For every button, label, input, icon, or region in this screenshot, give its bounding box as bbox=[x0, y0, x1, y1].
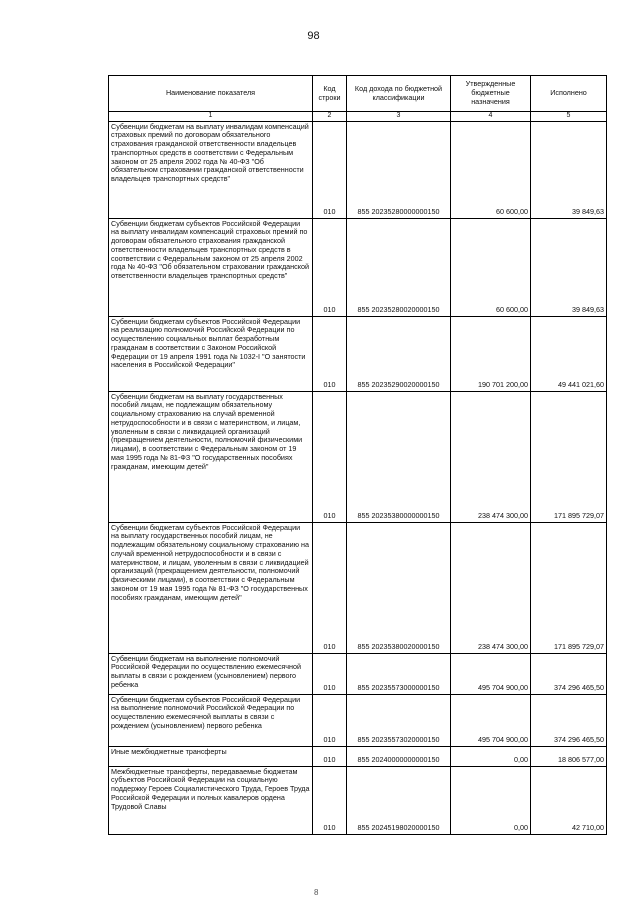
column-number-row bbox=[109, 112, 607, 122]
income-code: 855 20235280020000150 bbox=[347, 218, 451, 316]
indicator-name: Субвенции бюджетам субъектов Российской Федерации на выполнение полномочий Российской Федерации по осуществлению ежемесячной выплаты в связи с рождением (усыновлением) первого ребенка bbox=[109, 694, 313, 746]
column-number: 3 bbox=[347, 112, 451, 122]
executed-amount: 171 895 729,07 bbox=[531, 522, 607, 653]
line-code: 010 bbox=[313, 391, 347, 522]
line-code: 010 bbox=[313, 218, 347, 316]
table-row bbox=[109, 766, 607, 834]
indicator-name: Субвенции бюджетам на выплату инвалидам компенсаций страховых премий по договорам обязательного страхования гражданской ответственности владельцев транспортных средств в соответствии с Федеральным законом от 25 апреля 2002 года № 40-ФЗ "Об обязательном страховании гражданской ответственности владельцев транспортных средств" bbox=[109, 121, 313, 218]
executed-amount: 39 849,63 bbox=[531, 218, 607, 316]
indicator-name: Субвенции бюджетам субъектов Российской Федерации на реализацию полномочий Российской Федерации по осуществлению социальных выплат безработным гражданам в соответствии с Законом Российской Федерации от 19 апреля 1991 года № 1032-I "О занятости населения в Российской Федерации" bbox=[109, 316, 313, 391]
table-row bbox=[109, 653, 607, 694]
table-row bbox=[109, 694, 607, 746]
executed-amount: 42 710,00 bbox=[531, 766, 607, 834]
column-number: 4 bbox=[451, 112, 531, 122]
table-header-row bbox=[109, 76, 607, 112]
executed-amount: 171 895 729,07 bbox=[531, 391, 607, 522]
executed-amount: 49 441 021,60 bbox=[531, 316, 607, 391]
table-row bbox=[109, 391, 607, 522]
income-code: 855 20235573020000150 bbox=[347, 694, 451, 746]
approved-amount: 0,00 bbox=[451, 766, 531, 834]
header-indicator-name: Наименование показателя bbox=[109, 76, 313, 112]
table-row bbox=[109, 522, 607, 653]
budget-execution-table bbox=[108, 75, 607, 835]
line-code: 010 bbox=[313, 653, 347, 694]
header-approved: Утвержденные бюджетные назначения bbox=[451, 76, 531, 112]
approved-amount: 238 474 300,00 bbox=[451, 522, 531, 653]
table-row bbox=[109, 121, 607, 218]
indicator-name: Субвенции бюджетам субъектов Российской Федерации на выплату инвалидам компенсаций страховых премий по договорам обязательного страхования гражданской ответственности владельцев транспортных средств в соответствии с Федеральным законом от 25 апреля 2002 года № 40-ФЗ "Об обязательном страховании гражданской ответственности владельцев транспортных средств" bbox=[109, 218, 313, 316]
approved-amount: 495 704 900,00 bbox=[451, 653, 531, 694]
income-code: 855 20245198020000150 bbox=[347, 766, 451, 834]
page-number: 98 bbox=[307, 30, 320, 42]
approved-amount: 495 704 900,00 bbox=[451, 694, 531, 746]
column-number: 1 bbox=[109, 112, 313, 122]
income-code: 855 20235380000000150 bbox=[347, 391, 451, 522]
table-row bbox=[109, 746, 607, 766]
table-row bbox=[109, 316, 607, 391]
executed-amount: 39 849,63 bbox=[531, 121, 607, 218]
indicator-name: Субвенции бюджетам субъектов Российской Федерации на выплату государственных пособий лицам, не подлежащим обязательному социальному страхованию на случай временной нетрудоспособности и в связи с материнством, и лицам, уволенным в связи с ликвидацией организаций (прекращением деятельности, полномочий физическими лицами), в соответствии с Федеральным законом от 19 мая 1995 года № 81-ФЗ "О государственных пособиях гражданам, имеющим детей" bbox=[109, 522, 313, 653]
approved-amount: 238 474 300,00 bbox=[451, 391, 531, 522]
line-code: 010 bbox=[313, 694, 347, 746]
header-executed: Исполнено bbox=[531, 76, 607, 112]
indicator-name: Межбюджетные трансферты, передаваемые бюджетам субъектов Российской Федерации на социальную поддержку Героев Социалистического Труда, Героев Труда Российской Федерации и полных кавалеров ордена Трудовой Славы bbox=[109, 766, 313, 834]
line-code: 010 bbox=[313, 766, 347, 834]
line-code: 010 bbox=[313, 121, 347, 218]
indicator-name: Субвенции бюджетам на выполнение полномочий Российской Федерации по осуществлению ежемесячной выплаты в связи с рождением (усыновлением) первого ребенка bbox=[109, 653, 313, 694]
header-income-code: Код дохода по бюджетной классификации bbox=[347, 76, 451, 112]
indicator-name: Субвенции бюджетам на выплату государственных пособий лицам, не подлежащим обязательному социальному страхованию на случай временной нетрудоспособности и в связи с материнством, и лицам, уволенным в связи с ликвидацией организаций (прекращением деятельности, полномочий физическими лицами), в соответствии с Федеральным законом от 19 мая 1995 года № 81-ФЗ "О государственных пособиях гражданам, имеющим детей" bbox=[109, 391, 313, 522]
executed-amount: 18 806 577,00 bbox=[531, 746, 607, 766]
approved-amount: 60 600,00 bbox=[451, 218, 531, 316]
income-code: 855 20235280000000150 bbox=[347, 121, 451, 218]
header-line-code: Код строки bbox=[313, 76, 347, 112]
line-code: 010 bbox=[313, 522, 347, 653]
indicator-name: Иные межбюджетные трансферты bbox=[109, 746, 313, 766]
scan-mark: 8 bbox=[314, 888, 319, 897]
column-number: 5 bbox=[531, 112, 607, 122]
approved-amount: 190 701 200,00 bbox=[451, 316, 531, 391]
approved-amount: 60 600,00 bbox=[451, 121, 531, 218]
income-code: 855 20235380020000150 bbox=[347, 522, 451, 653]
line-code: 010 bbox=[313, 316, 347, 391]
income-code: 855 20235573000000150 bbox=[347, 653, 451, 694]
table-row bbox=[109, 218, 607, 316]
approved-amount: 0,00 bbox=[451, 746, 531, 766]
executed-amount: 374 296 465,50 bbox=[531, 653, 607, 694]
line-code: 010 bbox=[313, 746, 347, 766]
column-number: 2 bbox=[313, 112, 347, 122]
income-code: 855 20235290020000150 bbox=[347, 316, 451, 391]
income-code: 855 20240000000000150 bbox=[347, 746, 451, 766]
executed-amount: 374 296 465,50 bbox=[531, 694, 607, 746]
